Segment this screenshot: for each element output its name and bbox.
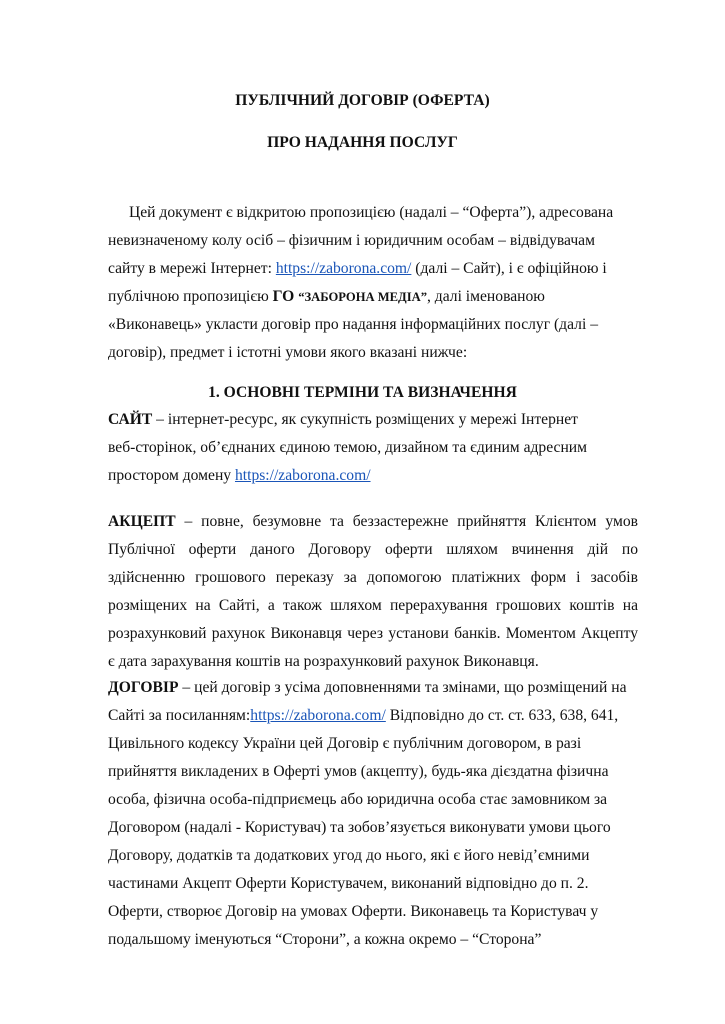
definition-line xyxy=(108,512,638,532)
definition-line: Договору, додатків та додаткових угод до нього, які є його невід’ємними xyxy=(108,847,590,864)
definition-line: є дата зарахування коштів на розрахунковий рахунок Виконавця. xyxy=(108,653,539,670)
definition-line: частинами Акцепт Оферти Користувачем, виконаний відповідно до п. 2. xyxy=(108,875,589,892)
site-link[interactable]: https://zaborona.com/ xyxy=(250,707,386,724)
org-type: ГО xyxy=(272,288,295,305)
site-link[interactable]: https://zaborona.com/ xyxy=(234,467,371,484)
definition-line: Цивільного кодексу України цей Договір є публічним договором, в разі xyxy=(108,735,582,752)
intro-line: невизначеному колу осіб – фізичним і юридичним особам – відвідувачам xyxy=(108,232,595,249)
definition-text: – повне, безумовне та беззастережне прийняття Клієнтом умов xyxy=(175,513,638,530)
definition-line: веб-сторінок, об’єднаних єдиною темою, дизайном та єдиним адресним xyxy=(108,439,588,456)
term: САЙТ xyxy=(108,411,153,428)
definition-line: здійсненню грошового переказу за допомогою платіжних форм і засобів xyxy=(108,569,638,586)
site-link[interactable]: https://zaborona.com/ xyxy=(275,260,412,277)
definition-line xyxy=(108,466,371,486)
definition-line: Публічної оферти даного Договору оферти шляхом вчинення дій по xyxy=(108,541,638,558)
document-subtitle: ПРО НАДАННЯ ПОСЛУГ xyxy=(267,134,458,151)
intro-text: , далі іменованою xyxy=(427,288,545,305)
intro-line xyxy=(108,259,607,279)
definition-line: прийняття викладених в Оферті умов (акцепту), будь-яка дієздатна фізична xyxy=(108,763,609,780)
definition-line: розміщених на Сайті, а також шляхом перерахування грошових коштів на xyxy=(108,597,638,614)
intro-line xyxy=(108,287,545,307)
intro-text: публічною пропозицією xyxy=(108,288,273,305)
definition-line: особа, фізична особа-підприємець або юридична особа стає замовником за xyxy=(108,791,608,808)
definition-line xyxy=(108,678,627,698)
term: ДОГОВІР xyxy=(108,679,179,696)
org-name: “ЗАБОРОНА МЕДІА” xyxy=(298,290,427,304)
document-title: ПУБЛІЧНИЙ ДОГОВІР (ОФЕРТА) xyxy=(235,92,490,109)
intro-line: договір), предмет і істотні умови якого вказані нижче: xyxy=(108,344,468,361)
definition-text: Відповідно до ст. ст. 633, 638, 641, xyxy=(385,707,619,724)
definition-line xyxy=(108,706,618,726)
definition-line: розрахунковий рахунок Виконавця через установи банків. Моментом Акцепту xyxy=(108,625,638,642)
definition-line xyxy=(108,410,578,430)
definition-text: – інтернет-ресурс, як сукупність розміщених у мережі Інтернет xyxy=(152,411,578,428)
definition-text: простором домену xyxy=(108,467,235,484)
definition-text: Сайті за посиланням: xyxy=(108,707,251,724)
intro-line: Цей документ є відкритою пропозицією (надалі – “Оферта”), адресована xyxy=(129,204,614,221)
section-title: 1. ОСНОВНІ ТЕРМІНИ ТА ВИЗНАЧЕННЯ xyxy=(208,384,517,401)
definition-line: подальшому іменуються “Сторони”, а кожна окремо – “Сторона” xyxy=(108,931,542,948)
intro-text: (далі – Сайт), і є офіційною і xyxy=(411,260,607,277)
intro-line: «Виконавець» укласти договір про надання інформаційних послуг (далі – xyxy=(108,316,598,333)
term: АКЦЕПТ xyxy=(108,513,176,530)
intro-text: сайту в мережі Інтернет: xyxy=(108,260,276,277)
definition-text: – цей договір з усіма доповненнями та змінами, що розміщений на xyxy=(178,679,627,696)
definition-line: Оферти, створює Договір на умовах Оферти. Виконавець та Користувач у xyxy=(108,903,599,920)
definition-line: Договором (надалі - Користувач) та зобов’язується виконувати умови цього xyxy=(108,819,611,836)
